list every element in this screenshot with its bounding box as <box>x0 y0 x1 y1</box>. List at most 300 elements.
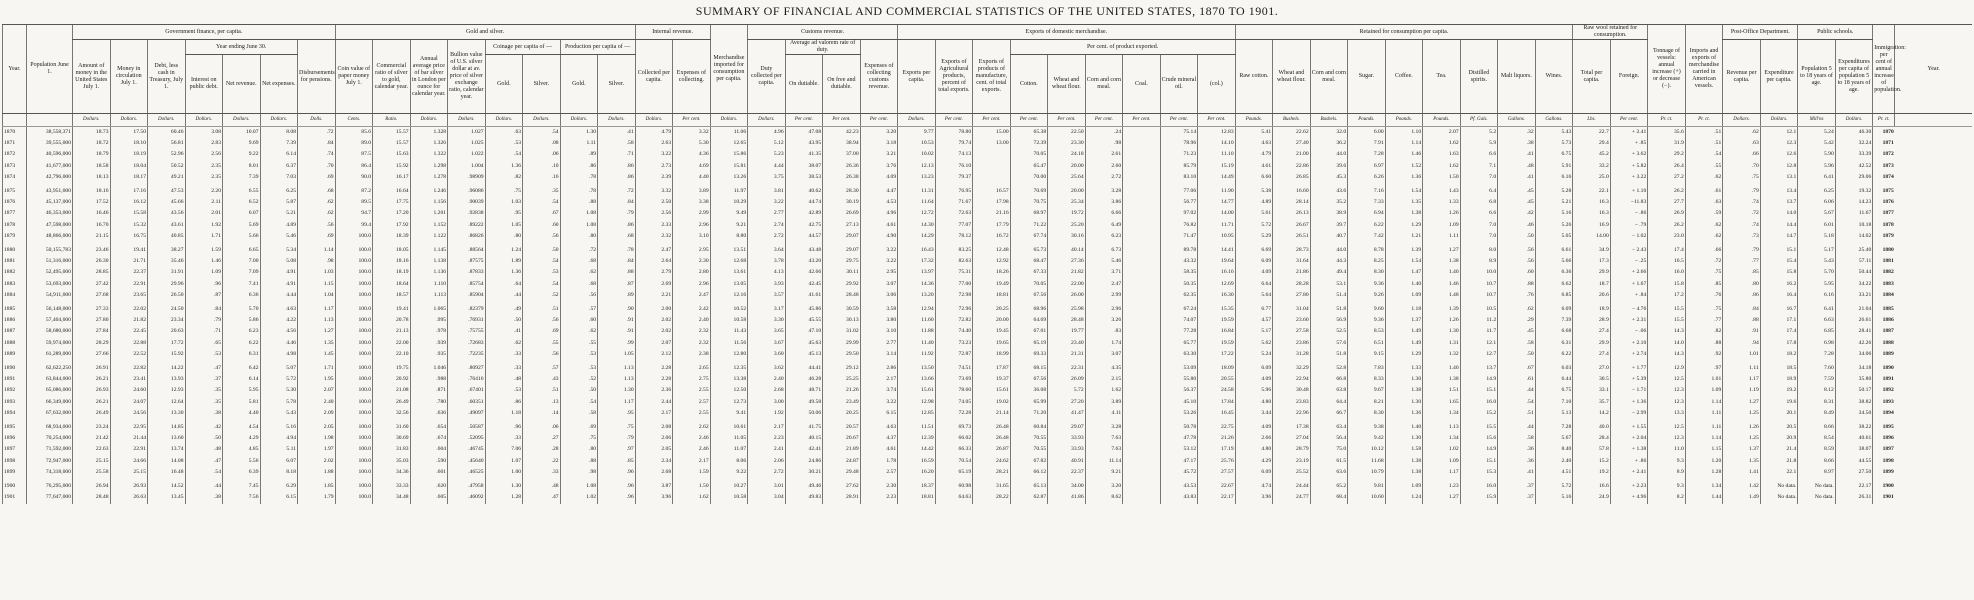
table-cell: 1.46 <box>1423 279 1461 290</box>
table-cell: .62 <box>298 197 336 208</box>
table-cell: .44 <box>1498 419 1536 433</box>
table-cell: 1.14 <box>1685 397 1723 408</box>
table-cell: + .86 <box>1610 456 1648 467</box>
table-cell: .96 <box>485 419 523 433</box>
table-cell: 66.02 <box>935 433 973 444</box>
table-cell: 6.03 <box>1535 360 1573 374</box>
table-cell: 61.5 <box>1310 456 1348 467</box>
table-cell: 4.96 <box>748 127 786 139</box>
table-cell: 3.76 <box>860 161 898 172</box>
table-cell: 1.05 <box>598 349 636 360</box>
table-cell <box>1123 231 1161 242</box>
unit-label: Dollars. <box>560 114 598 127</box>
table-cell: 1.03 <box>298 267 336 278</box>
table-cell <box>1123 301 1161 315</box>
table-cell: 30.5 <box>1573 374 1611 385</box>
table-cell: 62.35 <box>1160 290 1198 301</box>
table-cell: 34.00 <box>1048 478 1086 492</box>
table-cell: 72.82 <box>935 315 973 326</box>
table-cell: 8.2 <box>1648 492 1686 503</box>
table-cell: 3.60 <box>748 349 786 360</box>
table-cell: 72.96 <box>935 301 973 315</box>
column-header: Money in circulation July 1. <box>110 40 148 114</box>
year-cell: 1895 <box>1873 419 1895 433</box>
table-cell: 8.0 <box>1460 242 1498 256</box>
table-cell: 22.96 <box>1273 408 1311 419</box>
table-cell: 27.50 <box>1835 467 1873 478</box>
table-cell: .88 <box>1498 279 1536 290</box>
table-cell: .674 <box>410 433 448 444</box>
table-cell: 1.97 <box>298 444 336 455</box>
table-cell: 47.17 <box>1160 456 1198 467</box>
table-cell: 21.89 <box>823 444 861 455</box>
table-cell: 50,155,783 <box>27 242 73 256</box>
table-cell: 29.9 <box>1573 338 1611 349</box>
table-header <box>3 25 1973 114</box>
table-cell: 1.36 <box>485 267 523 278</box>
column-header: Sugar. <box>1348 40 1386 114</box>
table-cell: 70.55 <box>1010 433 1048 444</box>
year-cell: 1885 <box>3 301 27 315</box>
table-cell: 18.99 <box>973 349 1011 360</box>
table-cell: 23.24 <box>73 419 111 433</box>
table-cell: 15.61 <box>898 385 936 396</box>
table-cell: 6.55 <box>223 183 261 197</box>
table-cell: .98 <box>298 256 336 267</box>
table-cell: 67.74 <box>1010 231 1048 242</box>
table-cell: 6.63 <box>1798 315 1836 326</box>
table-cell: 6.14 <box>223 374 261 385</box>
table-cell: 1.38 <box>1385 456 1423 467</box>
table-cell: 15.92 <box>373 161 411 172</box>
table-cell: 63.8 <box>1310 385 1348 396</box>
table-cell: 1.00 <box>485 467 523 478</box>
table-cell: 5.95 <box>223 385 261 396</box>
table-cell: 4.54 <box>223 419 261 433</box>
table-row <box>3 360 1973 374</box>
table-cell: .76416 <box>448 374 486 385</box>
table-cell: 2.40 <box>1535 456 1573 467</box>
table-cell <box>1123 127 1161 139</box>
table-cell: 1.13 <box>598 374 636 385</box>
table-cell: 4.91 <box>260 279 298 290</box>
table-cell: 79.74 <box>935 138 973 149</box>
table-cell: 13.23 <box>898 172 936 183</box>
table-cell: 15.81 <box>710 161 748 172</box>
table-cell: 27.40 <box>1273 138 1311 149</box>
table-cell: 78.96 <box>1160 138 1198 149</box>
table-cell: 21.82 <box>1048 267 1086 278</box>
table-cell: 2.11 <box>185 197 223 208</box>
table-cell: 43.20 <box>785 256 823 267</box>
table-cell: 4.57 <box>1235 315 1273 326</box>
table-cell: 27.62 <box>823 478 861 492</box>
table-cell: 100.0 <box>335 256 373 267</box>
table-cell: 5.86 <box>223 315 261 326</box>
table-cell: 6.07 <box>260 456 298 467</box>
column-header: Annual average price of bar silver in London per ounce for calendar year. <box>410 40 448 114</box>
table-cell: 77.06 <box>1160 183 1198 197</box>
table-cell: .06 <box>523 419 561 433</box>
table-cell: 5.30 <box>673 138 711 149</box>
table-cell: 7.63 <box>1085 433 1123 444</box>
table-cell: 11.31 <box>898 183 936 197</box>
table-cell: 1.136 <box>410 267 448 278</box>
table-cell: 2.72 <box>748 467 786 478</box>
table-cell: 68.4 <box>1310 492 1348 503</box>
year-cell: 1871 <box>3 138 27 149</box>
unit-label: Gallons. <box>1535 114 1573 127</box>
table-cell: 17.19 <box>1198 444 1236 455</box>
table-cell: .08 <box>523 138 561 149</box>
table-cell: 5.18 <box>1798 231 1836 242</box>
table-cell: .63 <box>1723 138 1761 149</box>
year-cell: 1898 <box>3 456 27 467</box>
table-cell: 1.20 <box>1685 456 1723 467</box>
unit-label: Lbs. <box>1573 114 1611 127</box>
column-header: Revenue per capita. <box>1723 40 1761 114</box>
grp-header-row <box>3 25 1973 40</box>
table-cell: 2.57 <box>860 467 898 478</box>
table-cell: .72683 <box>448 338 486 349</box>
table-cell: .56 <box>523 349 561 360</box>
table-cell: 27.20 <box>1048 397 1086 408</box>
table-cell: 5.69 <box>223 220 261 231</box>
table-cell: 1.32 <box>1423 349 1461 360</box>
unit-label: Cents. <box>335 114 373 127</box>
table-cell: 8.21 <box>1348 397 1386 408</box>
table-cell: .54 <box>560 397 598 408</box>
table-cell: 1.43 <box>1423 183 1461 197</box>
table-cell: .80 <box>560 231 598 242</box>
table-cell: 11.7 <box>1460 326 1498 337</box>
table-cell: 27.13 <box>823 220 861 231</box>
table-cell: 6.41 <box>1798 301 1836 315</box>
year-cell: 1897 <box>1873 444 1895 455</box>
table-cell: 16.3 <box>1573 197 1611 208</box>
table-cell: 2.99 <box>673 208 711 219</box>
table-row <box>3 197 1973 208</box>
table-cell: 13.7 <box>1760 197 1798 208</box>
table-cell: 3.22 <box>860 397 898 408</box>
table-cell: 1.110 <box>410 279 448 290</box>
table-cell: 54,911,000 <box>27 290 73 301</box>
table-cell: 21.42 <box>73 433 111 444</box>
table-cell: .91 <box>1723 326 1761 337</box>
table-cell: 5.16 <box>1535 492 1573 503</box>
table-cell: 5.43 <box>260 408 298 419</box>
table-cell: 10.60 <box>1348 492 1386 503</box>
table-cell: 1.85 <box>298 478 336 492</box>
table-cell: 34.22 <box>1835 279 1873 290</box>
table-cell: 8.31 <box>1798 397 1836 408</box>
table-cell: 9.41 <box>710 408 748 419</box>
table-cell <box>1123 315 1161 326</box>
table-cell: 21.4 <box>1760 444 1798 455</box>
table-cell: 3.75 <box>748 172 786 183</box>
table-cell: 12.93 <box>148 385 186 396</box>
table-cell: 6.25 <box>260 183 298 197</box>
table-cell <box>1123 208 1161 219</box>
table-cell: 4.79 <box>1235 149 1273 160</box>
column-header: Retained for consumption per capita. <box>1235 25 1573 40</box>
table-cell: .99 <box>598 338 636 349</box>
table-cell: 68.15 <box>1010 360 1048 374</box>
table-cell: 1.326 <box>410 138 448 149</box>
table-cell: .96 <box>598 478 636 492</box>
table-cell: 63,844,000 <box>27 374 73 385</box>
table-cell: 72,947,000 <box>27 456 73 467</box>
table-cell: 42,796,000 <box>27 172 73 183</box>
table-cell: 67.01 <box>1010 326 1048 337</box>
table-cell: 6.94 <box>1348 208 1386 219</box>
table-cell: 6.65 <box>223 242 261 256</box>
table-cell: 65.2 <box>1310 478 1348 492</box>
table-cell: 2.21 <box>635 290 673 301</box>
table-cell: .52 <box>523 290 561 301</box>
table-cell: 1.027 <box>448 127 486 139</box>
table-cell: 49.4 <box>1310 267 1348 278</box>
table-cell: 2.02 <box>635 326 673 337</box>
table-cell: 78.80 <box>935 127 973 139</box>
table-cell: 57.11 <box>1835 256 1873 267</box>
year-cell: 1873 <box>1873 161 1895 172</box>
table-cell: 1.41 <box>1723 467 1761 478</box>
table-cell: .68 <box>298 183 336 197</box>
table-cell: 18.2 <box>1760 349 1798 360</box>
table-cell: 40.14 <box>1048 242 1086 256</box>
year-cell: 1878 <box>1873 220 1895 231</box>
table-cell: 46.30 <box>1835 127 1873 139</box>
column-header: (col.) <box>1198 55 1236 114</box>
table-cell: 36.08 <box>1010 385 1048 396</box>
table-cell: 1.65 <box>1423 397 1461 408</box>
table-cell: 23.49 <box>823 397 861 408</box>
column-header: Gold and silver. <box>335 25 635 40</box>
table-cell: 18.26 <box>973 267 1011 278</box>
table-cell: 9.60 <box>1348 301 1386 315</box>
table-cell: 100.0 <box>335 385 373 396</box>
table-cell: 26.94 <box>73 478 111 492</box>
table-cell: 9.36 <box>1348 279 1386 290</box>
table-cell: 17.79 <box>973 220 1011 231</box>
table-cell: 22.00 <box>373 338 411 349</box>
table-cell: 51,316,000 <box>27 256 73 267</box>
table-cell: 19.45 <box>973 326 1011 337</box>
table-cell: 15.61 <box>973 385 1011 396</box>
table-cell: 13.00 <box>973 138 1011 149</box>
table-cell: 16.84 <box>1198 326 1236 337</box>
table-cell: 17.92 <box>373 220 411 231</box>
column-header: Merchandise imported for consumption per capita. <box>710 25 748 114</box>
table-cell: 29.07 <box>823 231 861 242</box>
table-cell: 1.25 <box>1723 408 1761 419</box>
table-cell: .75 <box>1685 267 1723 278</box>
table-cell: 18.9 <box>1573 301 1611 315</box>
table-cell: 2.07 <box>1423 127 1461 139</box>
table-cell: 3.20 <box>1085 478 1123 492</box>
table-cell: 4.09 <box>1235 419 1273 433</box>
table-cell: 24.50 <box>148 301 186 315</box>
table-cell: 1.01 <box>1723 349 1761 360</box>
table-cell: 8.06 <box>710 456 748 467</box>
table-cell: 17.20 <box>373 208 411 219</box>
table-cell: 45.72 <box>1160 467 1198 478</box>
table-cell <box>1123 220 1161 231</box>
table-cell: 6.51 <box>1348 338 1386 349</box>
table-cell: 1.11 <box>1723 360 1761 374</box>
table-cell: .995 <box>410 315 448 326</box>
table-cell: 68.96 <box>1010 301 1048 315</box>
table-cell: 12.3 <box>1760 138 1798 149</box>
table-cell: 62.87 <box>1010 492 1048 503</box>
table-cell: 9.67 <box>1348 385 1386 396</box>
table-cell: 47.08 <box>785 127 823 139</box>
table-cell: 26.49 <box>373 397 411 408</box>
table-cell: 65.19 <box>1010 338 1048 349</box>
table-cell: 2.72 <box>748 231 786 242</box>
table-cell: 39,555,000 <box>27 138 73 149</box>
table-cell: .41 <box>598 127 636 139</box>
table-cell: 21.00 <box>1273 149 1311 160</box>
table-cell: 7.59 <box>1798 374 1836 385</box>
table-cell: 1.35 <box>1385 197 1423 208</box>
table-cell: 3.38 <box>673 197 711 208</box>
table-cell: 29.12 <box>823 360 861 374</box>
table-row <box>3 290 1973 301</box>
table-cell: 1.13 <box>1423 419 1461 433</box>
table-cell: 2.66 <box>1235 433 1273 444</box>
table-cell: 38.94 <box>823 138 861 149</box>
table-cell: 26.4 <box>1648 161 1686 172</box>
table-cell: 35.80 <box>1835 374 1873 385</box>
table-cell: 4.40 <box>223 408 261 419</box>
table-cell: 2.07 <box>298 385 336 396</box>
table-cell: 4.61 <box>1235 161 1273 172</box>
table-cell: 16.17 <box>373 172 411 183</box>
table-row <box>3 138 1973 149</box>
table-cell: 34.9 <box>1573 242 1611 256</box>
table-cell: 71.20 <box>1010 408 1048 419</box>
table-cell: 18.73 <box>73 127 111 139</box>
table-cell: 4.61 <box>860 220 898 231</box>
table-cell <box>1123 256 1161 267</box>
table-cell: −11.83 <box>1610 197 1648 208</box>
table-cell: 27.80 <box>73 315 111 326</box>
table-cell: 1.14 <box>1385 138 1423 149</box>
table-cell: .66 <box>1685 242 1723 256</box>
table-cell: 41.75 <box>785 419 823 433</box>
table-cell: 1.40 <box>1385 419 1423 433</box>
unit-label: Dollars. <box>598 114 636 127</box>
table-cell: 12.65 <box>710 138 748 149</box>
table-cell: 2.44 <box>635 397 673 408</box>
table-cell: 42.23 <box>823 127 861 139</box>
table-cell: 1.34 <box>1423 408 1461 419</box>
table-cell: 77.07 <box>935 220 973 231</box>
unit-label: Pounds. <box>1423 114 1461 127</box>
table-row <box>3 478 1973 492</box>
table-cell: .38 <box>1498 138 1536 149</box>
table-cell: 11.88 <box>898 326 936 337</box>
table-cell: .80 <box>1723 279 1761 290</box>
table-cell: 67.82 <box>1010 456 1048 467</box>
unit-label: Per cent. <box>1123 114 1161 127</box>
table-cell: 50.52 <box>148 161 186 172</box>
year-cell: 1900 <box>1873 478 1895 492</box>
table-cell: 29.9 <box>1573 267 1611 278</box>
table-cell: 12.7 <box>1460 349 1498 360</box>
table-cell: 8.9 <box>1460 256 1498 267</box>
table-cell: 10.52 <box>710 301 748 315</box>
table-cell: 2.12 <box>635 349 673 360</box>
table-cell: .54 <box>1498 397 1536 408</box>
table-cell: .41 <box>485 326 523 337</box>
table-cell: 25.98 <box>1048 301 1086 315</box>
year-cell: 1876 <box>3 197 27 208</box>
year-cell: 1885 <box>1873 301 1895 315</box>
table-cell: 27.68 <box>73 290 111 301</box>
table-cell <box>1123 338 1161 349</box>
table-row <box>3 444 1973 455</box>
table-cell: 6.39 <box>223 467 261 478</box>
table-cell: 18.57 <box>373 290 411 301</box>
table-cell: 2.47 <box>673 290 711 301</box>
table-cell: .75 <box>1685 301 1723 315</box>
year-cell: 1887 <box>1873 326 1895 337</box>
column-header: Collected per capita. <box>635 40 673 114</box>
unit-label: Per cent. <box>1010 114 1048 127</box>
column-header: Exports per capita. <box>898 40 936 114</box>
table-cell: 22.31 <box>1048 360 1086 374</box>
table-cell: 65.77 <box>1160 338 1198 349</box>
table-cell: 3.08 <box>185 127 223 139</box>
table-cell: 12.83 <box>1198 127 1236 139</box>
unit-label: Mill'ns <box>1798 114 1836 127</box>
table-cell: .43 <box>523 374 561 385</box>
table-cell: 1.47 <box>1385 267 1423 278</box>
table-cell: .88564 <box>448 242 486 256</box>
table-cell: .82 <box>1685 326 1723 337</box>
table-cell: 7.41 <box>223 279 261 290</box>
table-cell: 13.45 <box>148 492 186 503</box>
table-cell: 25.15 <box>110 467 148 478</box>
table-cell: 44.3 <box>1310 256 1348 267</box>
unit-label: Per cent. <box>823 114 861 127</box>
table-cell: 15.58 <box>110 208 148 219</box>
table-cell: 23.46 <box>73 242 111 256</box>
table-cell: 4.11 <box>1085 408 1123 419</box>
table-cell: .61 <box>1685 183 1723 197</box>
table-cell: 12.35 <box>710 360 748 374</box>
table-cell: .94 <box>1723 338 1761 349</box>
table-cell: .56 <box>298 220 336 231</box>
table-cell: 22.17 <box>1835 478 1873 492</box>
table-cell: 19.75 <box>373 360 411 374</box>
table-cell <box>1123 492 1161 503</box>
table-cell: 1.07 <box>485 456 523 467</box>
unit-label: Gallons. <box>1498 114 1536 127</box>
table-cell: 1.025 <box>448 138 486 149</box>
table-cell: .41 <box>1498 467 1536 478</box>
table-cell: 66.8 <box>1310 374 1348 385</box>
column-header: Gold. <box>560 55 598 114</box>
table-cell: 14.02 <box>1835 231 1873 242</box>
unit-label: Per cent. <box>1610 114 1648 127</box>
table-cell: 4.61 <box>860 444 898 455</box>
table-cell: 75.14 <box>1160 127 1198 139</box>
table-cell: 14.36 <box>898 279 936 290</box>
